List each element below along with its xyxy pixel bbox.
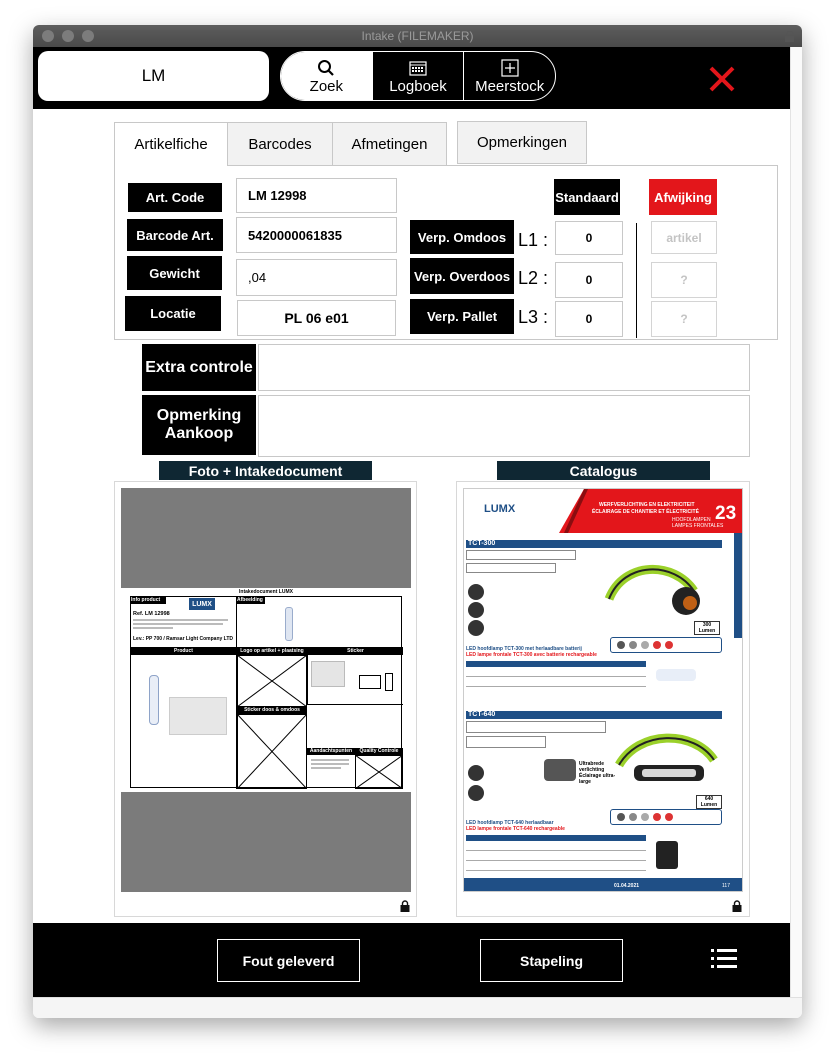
battery-thumb xyxy=(656,669,696,681)
search-field[interactable]: LM xyxy=(38,51,269,101)
catalog-header-title-fr: ÉCLAIRAGE DE CHANTIER ET ÉLECTRICITÉ xyxy=(592,509,699,515)
catalog-feature-icons xyxy=(466,736,546,748)
catalog-table-header xyxy=(466,835,646,841)
zoek-button[interactable] xyxy=(281,52,372,100)
omdoos-value[interactable]: 0 xyxy=(555,221,623,255)
divider xyxy=(307,704,403,705)
info-product-label: Info product xyxy=(131,597,166,604)
catalog-desc2-fr: LED lampe frontale TCT-640 rechargeable xyxy=(466,826,565,832)
afwijking-header: Afwijking xyxy=(649,179,717,215)
lock-icon xyxy=(400,900,410,912)
text-line xyxy=(133,623,223,625)
packaging-divider xyxy=(636,223,637,338)
catalog-table-row xyxy=(466,669,646,677)
sticker-image xyxy=(311,661,345,687)
divider xyxy=(307,648,308,704)
catalog-desc1: LED hoofdlamp TCT-300 met herlaadbare batterij xyxy=(466,646,582,652)
catalog-lumx-logo: LUMX xyxy=(484,503,516,515)
tab-opmerkingen[interactable]: Opmerkingen xyxy=(457,121,587,164)
lock-icon xyxy=(732,900,742,912)
stapeling-button[interactable]: Stapeling xyxy=(480,939,623,982)
pallet-deviation[interactable]: ? xyxy=(651,301,717,337)
standaard-header: Standaard xyxy=(554,179,620,215)
omdoos-deviation[interactable]: artikel xyxy=(651,221,717,254)
product-battery-image xyxy=(149,675,159,725)
text-line xyxy=(133,627,173,629)
opmerking-aankoop-label: Opmerking Aankoop xyxy=(142,395,256,455)
text-line xyxy=(311,759,349,761)
list-icon[interactable] xyxy=(711,947,737,971)
vertical-scrollbar[interactable] xyxy=(790,47,802,997)
window-title: Intake (FILEMAKER) xyxy=(361,29,474,43)
verp-omdoos-label: Verp. Omdoos xyxy=(410,220,514,254)
product-label: Product xyxy=(131,648,236,655)
text-line xyxy=(133,619,228,621)
meerstock-label: Meerstock xyxy=(475,77,545,95)
sticker-label: Sticker xyxy=(308,648,403,655)
text-line xyxy=(311,767,341,769)
intake-doc-frame xyxy=(130,596,402,788)
art-code-label: Art. Code xyxy=(128,183,222,212)
afbeelding-label: Afbeelding xyxy=(237,597,265,604)
quality-label: Quality Controle xyxy=(355,748,403,755)
opmerking-aankoop-field[interactable] xyxy=(258,395,750,457)
tab-barcodes[interactable]: Barcodes xyxy=(227,122,333,166)
catalog-feature-icons xyxy=(466,721,606,733)
catalog-feature-icons xyxy=(466,550,576,560)
search-icon xyxy=(317,58,335,78)
divider xyxy=(236,597,237,647)
foto-card[interactable] xyxy=(114,481,417,917)
catalog-footer-page: 117 xyxy=(722,883,730,889)
locatie-field[interactable]: PL 06 e01 xyxy=(237,300,396,336)
intake-document-image xyxy=(121,588,411,792)
headlamp-640-image xyxy=(614,725,724,805)
battery-image xyxy=(285,607,293,641)
catalog-side-tab xyxy=(734,533,743,638)
catalog-sub1: HOOFDLAMPEN xyxy=(672,517,711,523)
footer-bar xyxy=(33,923,790,997)
overdoos-value[interactable]: 0 xyxy=(555,262,623,298)
intake-image-container xyxy=(121,488,411,892)
logboek-button[interactable] xyxy=(372,52,464,100)
catalog-table-row xyxy=(466,843,646,851)
header-bar xyxy=(33,47,790,109)
logboek-label: Logboek xyxy=(389,77,447,95)
feature-thumb xyxy=(468,620,484,636)
tab-artikelfiche[interactable]: Artikelfiche xyxy=(114,122,228,166)
catalog-sub2: LAMPES FRONTALES xyxy=(672,523,724,529)
feature-thumb xyxy=(468,785,484,801)
catalogus-card[interactable] xyxy=(456,481,750,917)
catalog-page-number: 23 xyxy=(715,503,737,524)
lumen-640-badge: 640 Lumen xyxy=(696,795,722,809)
catalog-desc1-fr: LED lampe frontale TCT-300 avec batterie rechargeable xyxy=(466,652,597,658)
feature-thumb xyxy=(468,584,484,600)
barcode-label: Barcode Art. xyxy=(127,219,223,251)
logo-plaatsing-label: Logo op artikel + plaatsing xyxy=(237,648,307,655)
catalog-table-header xyxy=(466,661,646,667)
verp-overdoos-label: Verp. Overdoos xyxy=(410,258,514,294)
gewicht-label: Gewicht xyxy=(127,256,222,290)
catalog-section-tct300: TCT-300 xyxy=(466,540,722,548)
text-line xyxy=(311,763,349,765)
feature-thumb xyxy=(468,765,484,781)
gewicht-field[interactable]: ,04 xyxy=(236,259,397,296)
empty-placeholder-cross xyxy=(355,755,403,789)
level-l1: L1 : xyxy=(518,230,549,250)
catalog-footer-band xyxy=(464,878,743,892)
light-modes-strip xyxy=(610,637,722,653)
barcode-field[interactable]: 5420000061835 xyxy=(236,217,397,253)
level-l2: L2 : xyxy=(518,268,549,288)
grid-plus-icon xyxy=(501,58,519,78)
product-package-image xyxy=(169,697,227,735)
lumen-300-badge: 300 Lumen xyxy=(694,621,720,635)
sticker-barcode-image xyxy=(359,675,381,689)
ultra-wide-thumb xyxy=(544,759,576,781)
nav-segmented-control xyxy=(280,51,556,101)
verp-pallet-label: Verp. Pallet xyxy=(410,299,514,334)
extra-controle-label: Extra controle xyxy=(142,344,256,391)
locatie-label: Locatie xyxy=(125,296,221,331)
catalog-header-title: WERFVERLICHTING EN ELEKTRICITEIT xyxy=(599,502,695,508)
sticker-doos-label: Sticker doos & omdoos xyxy=(237,707,307,714)
catalog-table-row xyxy=(466,679,646,687)
catalogus-header: Catalogus xyxy=(497,461,710,480)
aandachtspunten-label: Aandachtspunten xyxy=(307,748,355,755)
headlamp-image xyxy=(604,551,704,633)
catalog-footer-date: 01.04.2021 xyxy=(614,883,640,889)
charger-thumb xyxy=(656,841,678,869)
intake-supplier: Lev.: PP 700 / Ramsar Light Company LTD xyxy=(133,636,234,642)
calendar-icon xyxy=(409,58,427,78)
catalog-table-row xyxy=(466,853,646,861)
intake-ref: Ref. LM 12998 xyxy=(133,611,170,617)
unlock-icon xyxy=(784,31,796,43)
fout-geleverd-button[interactable]: Fout geleverd xyxy=(217,939,360,982)
catalog-desc2: LED hoofdlamp TCT-640 herlaadbaar xyxy=(466,820,554,826)
lumx-logo: LUMX xyxy=(189,598,215,610)
extra-controle-field[interactable] xyxy=(258,344,750,391)
foto-intakedocument-header: Foto + Intakedocument xyxy=(159,461,372,480)
app-window xyxy=(33,25,802,1018)
catalog-page-image xyxy=(463,488,743,892)
tab-afmetingen[interactable]: Afmetingen xyxy=(332,122,447,166)
catalog-section-tct640: TCT-640 xyxy=(466,711,722,719)
meerstock-button[interactable] xyxy=(463,52,555,100)
catalog-ultra: Ultrabrede verlichting Éclairage ultra-large xyxy=(579,761,616,785)
catalog-table-row xyxy=(466,863,646,871)
close-icon[interactable] xyxy=(706,63,738,95)
catalog-feature-icons xyxy=(466,563,556,573)
pallet-value[interactable]: 0 xyxy=(555,301,623,337)
zoek-label: Zoek xyxy=(309,77,344,95)
window-bottom-strip xyxy=(33,997,802,1018)
feature-thumb xyxy=(468,602,484,618)
level-l3: L3 : xyxy=(518,307,549,327)
empty-placeholder-cross xyxy=(237,714,307,789)
light-modes-strip xyxy=(610,809,722,825)
intake-doc-title: Intakedocument LUMX xyxy=(239,589,293,595)
empty-placeholder-cross xyxy=(237,655,307,707)
overdoos-deviation[interactable]: ? xyxy=(651,262,717,298)
art-code-field[interactable]: LM 12998 xyxy=(236,178,397,213)
sticker-logo-image xyxy=(385,673,393,691)
title-bar xyxy=(33,25,802,47)
